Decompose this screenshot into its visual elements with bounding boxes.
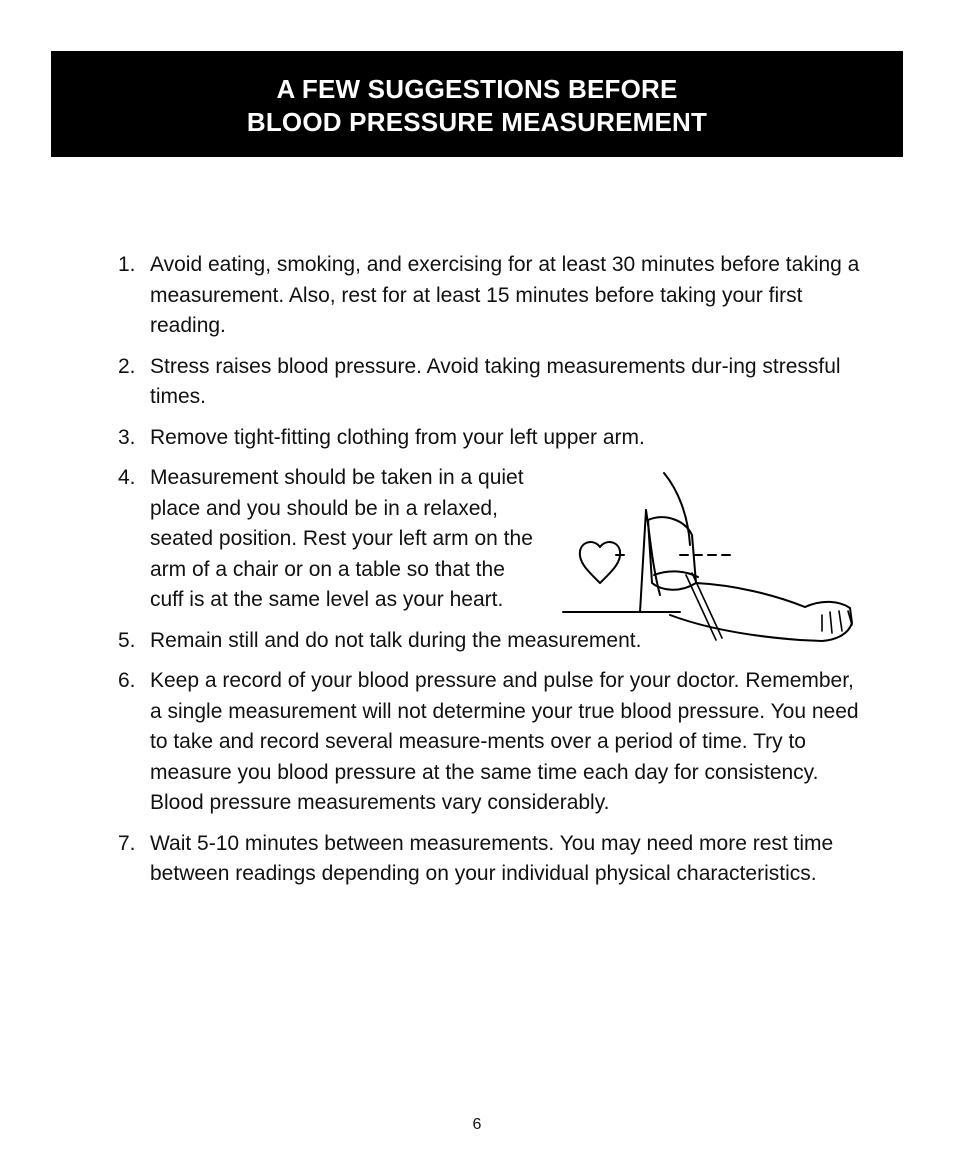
suggestion-text: Wait 5-10 minutes between measurements. You may need more rest time between readings depending on your individual physical characteristics. xyxy=(150,831,834,885)
page-title-banner xyxy=(51,51,903,157)
cuff xyxy=(648,517,696,589)
suggestion-item-2 xyxy=(118,352,863,413)
chair-support xyxy=(640,510,646,612)
suggestion-number: 6. xyxy=(118,669,136,692)
suggestion-text: Measurement should be taken in a quiet place and you should be in a relaxed, seated position. Rest your left arm on the arm of a chair or on a table so that the cuff is at the same level as your heart. xyxy=(150,466,533,611)
title-line-1: A FEW SUGGESTIONS BEFORE xyxy=(276,74,678,104)
suggestion-number: 7. xyxy=(118,831,136,855)
arm-cuff-heart-illustration xyxy=(560,465,865,653)
upper-arm xyxy=(664,473,690,545)
suggestion-text: Stress raises blood pressure. Avoid taking measurements dur-ing stressful times. xyxy=(150,354,841,408)
suggestion-number: 2. xyxy=(118,354,136,378)
suggestion-item-7 xyxy=(118,829,863,890)
forearm-bottom xyxy=(670,615,800,640)
page-number: 6 xyxy=(472,1116,482,1133)
title-line-2: BLOOD PRESSURE MEASUREMENT xyxy=(246,107,708,137)
cuff-band xyxy=(654,571,698,577)
suggestion-number: 1. xyxy=(118,253,136,276)
suggestion-item-6 xyxy=(118,666,863,819)
heart-icon xyxy=(580,542,620,583)
suggestion-text: Avoid eating, smoking, and exercising for at least 30 minutes before taking a measurement. Also, rest for at least 15 minutes before taking your first reading. xyxy=(150,253,860,337)
suggestion-text: Remove tight-fitting clothing from your left upper arm. xyxy=(150,425,645,449)
forearm-top xyxy=(696,583,805,607)
suggestion-number: 5. xyxy=(118,628,136,652)
hand xyxy=(800,602,852,641)
suggestion-item-1 xyxy=(118,250,863,342)
suggestion-number: 3. xyxy=(118,425,136,449)
suggestion-item-3 xyxy=(118,423,863,454)
suggestion-text: Keep a record of your blood pressure and pulse for your doctor. Remember, a single measurement will not determine your true blood pressure. You need to take and record several measure-ments over a period of time. Try to measure you blood pressure at the same time each day for consistency. Blood pressure measurements vary considerably. xyxy=(150,669,859,814)
suggestion-text: Remain still and do not talk during the measurement. xyxy=(150,628,642,652)
suggestion-item-4 xyxy=(118,463,540,616)
suggestion-number: 4. xyxy=(118,466,136,489)
